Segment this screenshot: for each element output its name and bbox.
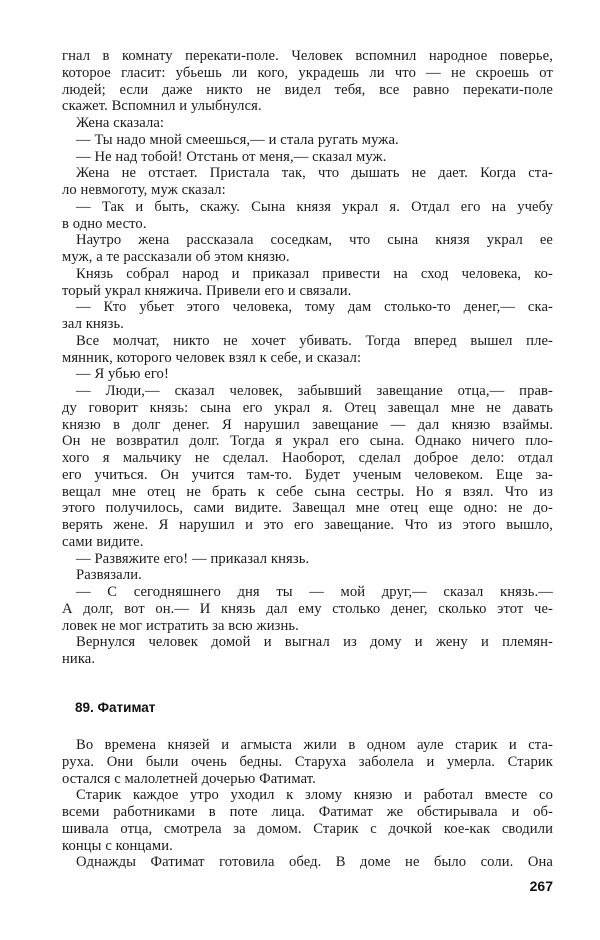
paragraph [62,165,553,199]
paragraph [62,333,553,367]
text-line: ловек не мог истратить за всю жизнь. [62,617,299,634]
text-line: — Люди,— сказал человек, забывший завещание отца,— прав- [76,383,553,399]
paragraph [62,115,553,132]
text-line: скажет. Вспомнил и улыбнулся. [62,98,262,115]
text-line: муж, а те рассказали об этом князю. [62,249,290,265]
text-line: — Кто убьет этого человека, тому дам столько-то денег,— ска- [76,299,553,316]
text-line: концы с концами. [62,837,173,854]
text-line: Наутро жена рассказала соседкам, что сына князя украл ее [76,232,553,249]
text-line: всеми работниками в поте лица. Фатимат же обстирывала и об- [62,804,553,820]
paragraph [62,383,553,551]
paragraph [62,48,553,115]
paragraph [62,854,553,871]
text-line: вещал мне отец не брать к себе сына сестры. Но я взял. Что из [62,483,553,500]
paragraph [62,199,553,233]
text-line: его учиться. Он учится там-то. Будет ученым человеком. Еще за- [62,466,553,483]
paragraph [62,634,553,668]
page-number: 267 [529,878,553,894]
text-line: верять жене. Я нарушил и это его завещание. Что из этого вышло, [62,517,553,533]
text-line: — Так и быть, скажу. Сына князя украл я. Отдал его на учебу [76,198,553,215]
text-line: зал князь. [62,316,124,332]
text-line: — Не над тобой! Отстань от меня,— сказал муж. [76,148,387,165]
text-line: в одно место. [62,215,147,232]
text-line: гнал в комнату перекати-поле. Человек вспомнил народное поверье, [62,48,553,64]
text-line: руха. Они были очень бедны. Старуха заболела и умерла. Старик [62,753,553,770]
paragraph [62,299,553,333]
text-line: князю в долг денег. Я нарушил завещание — дал князю взаймы. [62,416,553,433]
text-line: которое гласит: убьешь ли кого, украдешь ли что — не скроешь от [62,64,553,81]
text-line: А долг, вот он.— И князь дал ему столько денег, сколько этот че- [62,600,553,617]
text-line: Вернулся человек домой и выгнал из дому и жену и племян- [76,634,553,651]
text-line: Князь собрал народ и приказал привести на сход человека, ко- [76,265,553,282]
text-line: остался с малолетней дочерью Фатимат. [62,770,316,787]
section-heading: 89. Фатимат [75,700,156,715]
text-line: — Я убью его! [76,366,169,383]
paragraph [62,266,553,300]
text-line: Во времена князей и агмыста жили в одном ауле старик и ста- [76,737,553,753]
paragraph [62,737,553,787]
paragraph [62,149,553,166]
text-line: — Развяжите его! — приказал князь. [76,550,310,567]
paragraph [62,584,553,634]
text-line: Старик каждое утро уходил к злому князю и работал вместе со [76,787,553,804]
text-line: — С сегодняшнего дня ты — мой друг,— сказал князь.— [76,584,553,600]
text-line: хого я мальчику не сделал. Наоборот, сделал доброе дело: отдал [62,450,553,466]
text-line: Развязали. [76,567,142,584]
text-line: ника. [62,651,96,667]
text-line: этого получилось, сами видите. Завещал мне отец еще одно: не до- [62,500,553,517]
text-line: — Ты надо мной смеешься,— и стала ругать мужа. [76,131,399,148]
text-line: Жена не отстает. Пристала так, что дышать не дает. Когда ста- [76,165,553,182]
story-continued-text [62,48,553,668]
text-line: шивала отца, смотрела за домом. Старик с дочкой кое-как сводили [62,820,553,837]
paragraph [62,567,553,584]
text-line: Он не возвратил долг. Тогда я украл его сына. Однако ничего пло- [62,433,553,450]
text-line: Жена сказала: [76,115,165,131]
paragraph [62,232,553,266]
text-line: мянник, которого человек взял к себе, и сказал: [62,349,362,366]
text-line: ло невмоготу, муж сказал: [62,182,226,198]
text-line: торый украл княжича. Привели его и связали. [62,282,352,299]
text-line: ду говорит князь: сына его украл я. Отец завещал мне не давать [62,399,553,416]
text-line: людей; если даже никто не видел тебя, все равно перекати-поле [62,81,553,98]
story-fatimat-text [62,737,553,871]
paragraph [62,366,553,383]
paragraph [62,551,553,568]
text-line: Однажды Фатимат готовила обед. В доме не было соли. Она [76,854,553,871]
paragraph [62,132,553,149]
paragraph [62,787,553,854]
text-line: сами видите. [62,533,144,550]
text-line: Все молчат, никто не хочет убивать. Тогда вперед вышел пле- [76,332,553,349]
